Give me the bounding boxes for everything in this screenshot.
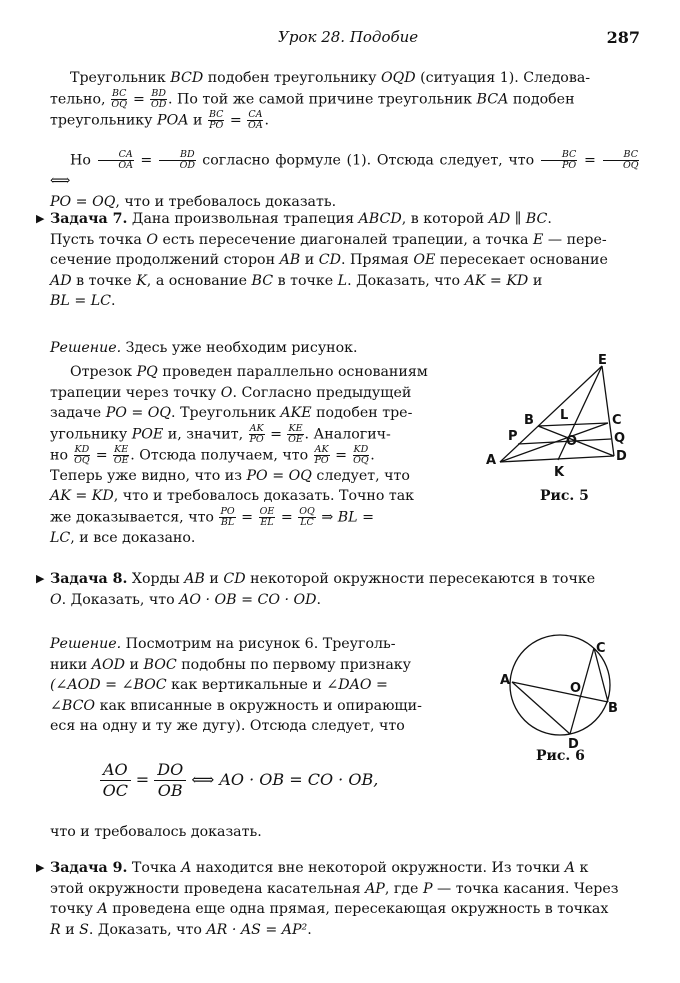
line-ad xyxy=(500,456,614,462)
bullet-icon: ▶ xyxy=(36,861,45,874)
figure-5-trapezoid xyxy=(478,352,648,492)
segment-ad xyxy=(512,682,570,734)
paragraph-conclusion: Но $\frac{CA}{OA}$ = $\frac{BD}{OD}$ согласно формуле (1). Отсюда следует, что $\frac{BC}{PO}$ = $\frac{BC}{OQ}$ ⟺ PO = OQ, что и требовалось доказать. xyxy=(50,149,639,210)
line-bc xyxy=(538,423,608,426)
fraction: $\frac{KD}{OQ}$ xyxy=(353,443,369,466)
fraction: $\frac{BD}{OD}$ xyxy=(150,87,167,110)
label-b: B xyxy=(524,413,534,428)
task-7: ▶ Задача 7. Дана произвольная трапеция ABCD, в которой AD ∥ BC. Пусть точка O есть пересечение диагоналей трапеции, а точка E — пере- сечение продолжений сторон AB и CD. Прямая OE пересекает основание AD в точке K, а основание BC в точке L. Доказать, что AK = KD и BL = LC. xyxy=(36,211,608,309)
fraction: $\frac{KE}{OE}$ xyxy=(113,443,129,466)
fraction: $\frac{AK}{PO}$ xyxy=(314,443,329,466)
fraction: $\frac{BC}{OQ}$ xyxy=(111,87,127,110)
fraction: $\frac{BD}{OD}$ xyxy=(159,150,196,171)
fraction: $\frac{CA}{OA}$ xyxy=(98,150,134,171)
line-pq xyxy=(518,439,611,444)
label-q: Q xyxy=(614,431,626,446)
paragraph-similarity-bcd: Треугольник BCD подобен треугольнику OQD (ситуация 1). Следова- тельно, $\frac{BC}{OQ}$ = $\frac{BD}{OD}$ . По той же самой причине треугольник BCA подобен треугольнику POA и $\frac{BC}{PO}$ = $\frac{CA}{OA}$ . xyxy=(50,70,591,131)
label-l: L xyxy=(560,408,569,423)
solution-7-body: Отрезок PQ проведен параллельно основаниям трапеции через точку O. Согласно предыдущей задаче PO = OQ. Треугольник AKE подобен тре- угольнику POE и, значит, $\frac{AK}{PO}$ = $\frac{KE}{OE}$ . Аналогич- но $\frac{KD}{OQ}$ = $\frac{KE}{OE}$ . Отсюда получаем, что $\frac{AK}{PO}$ = $\frac{KD}{OQ}$ . Теперь уже видно, что из PO = OQ следует, что AK = KD, что и требовалось доказать. Точно так же доказывается, что $\frac{PO}{BL}$ = $\frac{OE}{EL}$ = $\frac{OQ}{LC}$ ⇒ BL = LC, и все доказано. xyxy=(50,364,428,546)
solution-7-intro: Решение. Здесь уже необходим рисунок. xyxy=(50,340,358,356)
label-d: D xyxy=(568,737,579,750)
display-equation: $\frac{AO}{OC}$ = $\frac{DO}{OB}$ ⟺ AO · OB = CO · OB, xyxy=(100,760,378,801)
fraction: $\frac{PO}{BL}$ xyxy=(220,505,235,528)
label-p: P xyxy=(508,429,518,444)
bullet-icon: ▶ xyxy=(36,572,45,585)
fraction: $\frac{CA}{OA}$ xyxy=(248,108,263,131)
page-header xyxy=(50,28,640,50)
fraction: $\frac{BC}{PO}$ xyxy=(208,108,224,131)
solution-8-body: Решение. Посмотрим на рисунок 6. Треуголь- ники AOD и BOC подобны по первому признаку (∠AOD = ∠BOC как вертикальные и ∠DAO = ∠BCO как вписанные в окружность и опирающи- еся на одну и ту же дугу). Отсюда следует, что xyxy=(50,636,422,734)
chord-ab xyxy=(512,682,608,702)
task-8: ▶ Задача 8. Хорды AB и CD некоторой окружности пересекаются в точке O. Доказать, что AO · OB = CO · OD. xyxy=(36,571,596,608)
solution-8-end: что и требовалось доказать. xyxy=(50,824,262,840)
label-a: A xyxy=(486,453,497,468)
line-ae xyxy=(500,366,602,462)
fraction: $\frac{OE}{EL}$ xyxy=(259,505,275,528)
label-e: E xyxy=(598,353,607,368)
label-a: A xyxy=(500,673,511,688)
label-o: O xyxy=(566,434,578,449)
fraction: $\frac{KE}{OE}$ xyxy=(288,422,303,445)
label-o: O xyxy=(570,681,582,696)
task-9: ▶ Задача 9. Точка A находится вне некоторой окружности. Из точки A к этой окружности проведена касательная AP, где P — точка касания. Через точку A проведена еще одна прямая, пересекающая окружность в точках R и S. Доказать, что AR · AS = AP². xyxy=(36,860,619,938)
label-c: C xyxy=(612,413,622,428)
bullet-icon: ▶ xyxy=(36,212,45,225)
fraction: $\frac{KD}{OQ}$ xyxy=(74,443,90,466)
line-ed xyxy=(602,366,614,456)
label-c: C xyxy=(596,641,606,656)
figure-6-circle-chords xyxy=(490,630,630,750)
running-title: Урок 28. Подобие xyxy=(278,28,419,46)
fraction: $\frac{BC}{PO}$ xyxy=(541,150,577,171)
page-number: 287 xyxy=(606,28,640,47)
fraction: $\frac{OQ}{LC}$ xyxy=(299,505,315,528)
figure-6-caption: Рис. 6 xyxy=(536,748,585,764)
fraction: $\frac{AO}{OC}$ xyxy=(100,760,131,801)
fraction: $\frac{AK}{PO}$ xyxy=(249,422,264,445)
figure-5-caption: Рис. 5 xyxy=(540,488,589,504)
label-k: K xyxy=(554,465,565,480)
label-b: B xyxy=(608,701,618,716)
fraction: $\frac{DO}{OB}$ xyxy=(154,760,186,801)
label-d: D xyxy=(616,449,627,464)
fraction: $\frac{BC}{OQ}$ xyxy=(603,150,639,171)
